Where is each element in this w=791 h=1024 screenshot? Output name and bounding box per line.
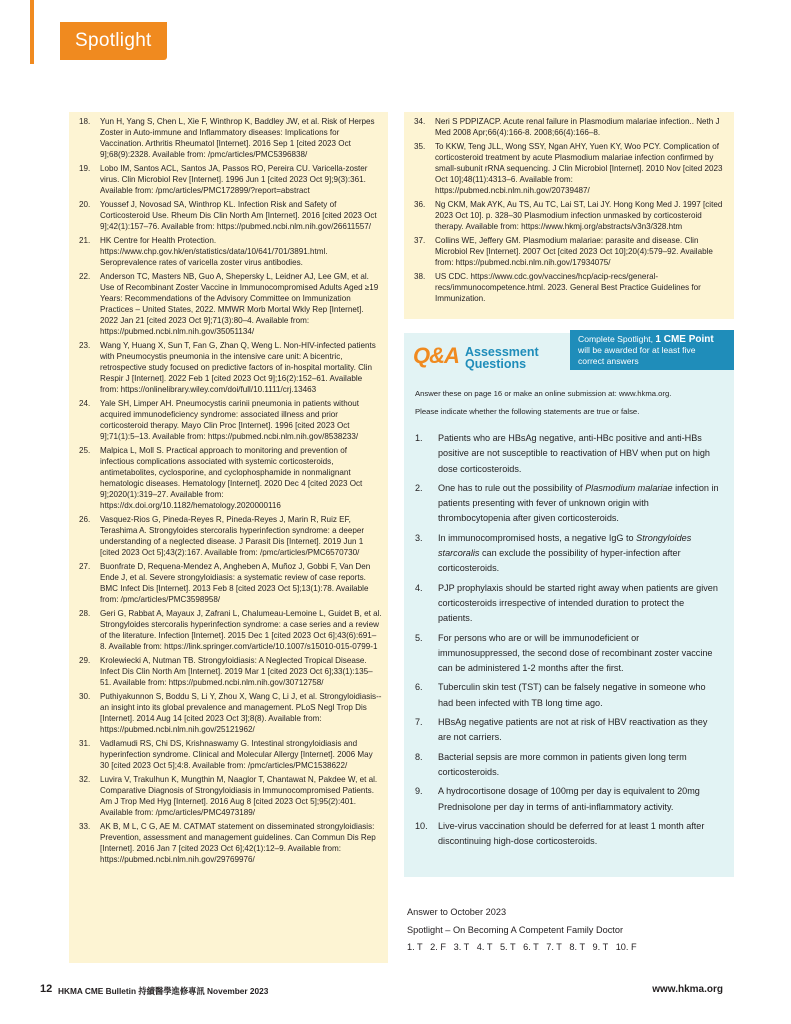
reference-item	[69, 656, 382, 689]
references-left-column	[69, 112, 388, 963]
reference-item	[69, 117, 382, 161]
reference-item	[69, 236, 382, 269]
question-item	[415, 431, 720, 477]
question-text: Bacterial sepsis are more common in patients given long term corticosteroids.	[438, 751, 687, 777]
question-text: Tuberculin skin test (TST) can be falsely negative in someone who had been infected with TB long time ago.	[438, 682, 706, 708]
reference-text: To KKW, Teng JLL, Wong SSY, Ngan AHY, Yuen KY, Woo PCY. Complication of corticosteroid treatment by acute Plasmodium malariae infection confirmed by small-subunit rRNA sequencing. J Clin Microbiol [Internet]. 2010 Nov [cited 2023 Oct 10];48(11):4313–6. Available from: https://pubmed.ncbi.nlm.nih.gov/20739487/	[435, 142, 723, 195]
reference-item	[69, 609, 382, 653]
reference-number: 22.	[79, 272, 91, 282]
reference-item	[69, 399, 382, 443]
reference-text: HK Centre for Health Protection. https://www.chp.gov.hk/en/statistics/data/10/641/701/3891.html. Seroprevalence rates of varicella zoster virus antibodies.	[100, 236, 328, 268]
reference-number: 21.	[79, 236, 91, 246]
reference-text: Buonfrate D, Requena-Mendez A, Angheben A, Muñoz J, Gobbi F, Van Den Ende J, et al. Severe strongyloidiasis: a systematic review of case reports. BMC Infect Dis [Internet]. 2013 Feb 8 [cited 2023 Oct 5];13(1):78. Available from: /pmc/articles/PMC3598958/	[100, 561, 371, 604]
reference-text: Lobo IM, Santos ACL, Santos JA, Passos RO, Pereira CU. Varicella-zoster virus. Clin Microbiol Rev [Internet]. 1996 Jun 1 [cited 2023 Oct 9];9(3):361. Available from: /pmc/articles/PMC172899/?report=abstract	[100, 164, 368, 195]
reference-number: 20.	[79, 200, 91, 210]
reference-item	[69, 446, 382, 511]
question-item	[415, 481, 720, 527]
cme-badge-line3: correct answers	[578, 356, 639, 366]
question-number: 5.	[415, 632, 423, 643]
reference-item	[404, 272, 729, 305]
reference-number: 37.	[414, 236, 426, 246]
publication-name: HKMA CME Bulletin 持續醫學進修專訊 November 2023	[58, 986, 269, 996]
question-text: Live-virus vaccination should be deferred for at least 1 month after discontinuing high-dose corticosteroids.	[438, 820, 705, 847]
question-item	[415, 819, 720, 850]
reference-text: Luvira V, Trakulhun K, Mungthin M, Naaglor T, Chantawat N, Pakdee W, et al. Comparative Diagnosis of Strongyloidiasis in Immunocompromised Patients. Am J Trop Med Hyg [Internet]. 2016 Aug 8 [cited 2023 Oct 5];95(2):401. Available from: /pmc/articles/PMC4973189/	[100, 775, 378, 817]
reference-number: 35.	[414, 142, 426, 152]
question-text: Patients who are HBsAg negative, anti-HBc positive and anti-HBs positive are not susceptible to reactivation of HBV when put on high dose corticosteroids.	[438, 433, 710, 474]
question-number: 4.	[415, 582, 423, 593]
question-number: 2.	[415, 482, 423, 493]
question-text: In immunocompromised hosts, a negative IgG to	[438, 532, 637, 543]
question-number: 10.	[415, 820, 428, 831]
question-text: A hydrocortisone dosage of 100mg per day is equivalent to 20mg Prednisolone per day in terms of anti-inflammatory activity.	[438, 786, 700, 812]
reference-number: 19.	[79, 164, 91, 174]
reference-number: 27.	[79, 561, 91, 571]
reference-item	[69, 272, 382, 337]
reference-text: Yun H, Yang S, Chen L, Xie F, Winthrop K, Baddley JW, et al. Risk of Herpes Zoster in Auto-immune and Inflammatory diseases: Implications for Vaccination. Arthritis Rheumatol [Internet]. 2016 Sep 1 [cited 2023 Oct 9];68(9):2328. Available from: /pmc/articles/PMC5396838/	[100, 117, 375, 159]
reference-list-right	[404, 117, 729, 308]
question-number: 7.	[415, 717, 423, 728]
reference-number: 31.	[79, 739, 91, 749]
question-item	[415, 680, 720, 711]
reference-number: 30.	[79, 692, 91, 702]
reference-item	[404, 200, 729, 233]
question-number: 6.	[415, 682, 423, 693]
reference-item	[404, 117, 729, 139]
reference-text: Malpica L, Moll S. Practical approach to monitoring and prevention of infectious complications associated with systemic corticosteroids, antimetabolites, cyclosporine, and cyclophosphamide in nonmalignant hematologic diseases. Hematology [Internet]. 2020 Dec 4 [cited 2023 Oct 9];2020(1):319–27. Available from: https://dx.doi.org/10.1182/hematology.2020000116	[100, 446, 363, 510]
reference-text: Anderson TC, Masters NB, Guo A, Shepersky L, Leidner AJ, Lee GM, et al. Use of Recombinant Zoster Vaccine in Immunocompromised Adults Aged ≥19 Years: Recommendations of the Advisory Committee on Immunization Practices – United States, 2022. MMWR Morb Mortal Wkly Rep [Internet]. 2022 Jan 21 [cited 2023 Oct 9];71(3):80–4. Available from: https://pubmed.ncbi.nlm.nih.gov/35051134/	[100, 272, 379, 336]
reference-item	[69, 739, 382, 772]
reference-text: Vasquez-Rios G, Pineda-Reyes R, Pineda-Reyes J, Marin R, Ruiz EF, Terashima A. Strongyloides stercoralis hyperinfection syndrome: a deeper understanding of a neglected disease. J Parasit Dis [Internet]. 2019 Jun 1 [cited 2023 Oct 5];43(2):167. Available from: /pmc/articles/PMC6570730/	[100, 514, 365, 557]
question-number: 1.	[415, 433, 423, 443]
reference-item	[69, 775, 382, 819]
reference-list-left	[69, 117, 382, 869]
question-text: HBsAg negative patients are not at risk of HBV reactivation as they are not carriers.	[438, 717, 708, 743]
question-text: infection in patients presenting with fever of unknown origin with thrombocytopenia after given corticosteroids.	[438, 482, 719, 524]
reference-number: 26.	[79, 514, 91, 524]
reference-text: Wang Y, Huang X, Sun T, Fan G, Zhan Q, Weng L. Non-HIV-infected patients with Pneumocystis pneumonia in the intensive care unit: A bicentric, retrospective study focused on predictive factors of in-hospital mortality. Clin Respir J [Internet]. 2022 Feb 1 [cited 2023 Oct 9];16(2):152–61. Available from: https://onlinelibrary.wiley.com/doi/full/10.1111/crj.13463	[100, 341, 376, 394]
page-number: 12	[40, 983, 53, 995]
qa-panel	[404, 333, 734, 877]
question-item	[415, 531, 720, 577]
qa-title-line2: Questions	[465, 357, 527, 371]
reference-number: 34.	[414, 117, 426, 126]
reference-item	[69, 341, 382, 396]
qa-instructions	[415, 385, 731, 421]
reference-number: 23.	[79, 341, 91, 351]
cme-badge-line2: will be awarded for at least five	[578, 345, 696, 355]
question-item	[415, 631, 720, 677]
website-link[interactable]: www.hkma.org	[652, 984, 723, 995]
question-text: One has to rule out the possibility of	[438, 482, 586, 493]
reference-item	[69, 164, 382, 197]
reference-item	[404, 236, 729, 269]
answers-list: 1. T 2. F 3. T 4. T 5. T 6. T 7. T 8. T 9. T 10. F	[407, 942, 637, 952]
cme-points: 1 CME Point	[655, 334, 714, 345]
question-list	[415, 431, 720, 853]
question-italic-term: Plasmodium malariae	[585, 482, 673, 493]
reference-text: Geri G, Rabbat A, Mayaux J, Zafrani L, Chalumeau-Lemoine L, Guidet B, et al. Strongyloides stercoralis hyperinfection syndrome: a case series and a review of the literature. Infection [Internet]. 2015 Dec 1 [cited 2023 Oct 6];43(6):691–8. Available from: https://link.springer.com/article/10.1007/s15010-015-0799-1	[100, 608, 382, 651]
reference-number: 24.	[79, 399, 91, 409]
reference-item	[69, 515, 382, 559]
question-italic-term: Strongyloides starcoralis	[438, 532, 692, 559]
question-item	[415, 784, 720, 815]
reference-text: Krolewiecki A, Nutman TB. Strongyloidiasis: A Neglected Tropical Disease. Infect Dis Clin North Am [Internet]. 2019 Mar 1 [cited 2023 Oct 6];33(1):135–51. Available from: https://pubmed.ncbi.nlm.nih.gov/30712758/	[100, 655, 373, 687]
reference-text: Vadlamudi RS, Chi DS, Krishnaswamy G. Intestinal strongyloidiasis and hyperinfection syndrome. Clinical and Molecular Allergy [Internet]. 2006 May 30 [cited 2023 Oct 5];4:8. Available from: /pmc/articles/PMC1538622/	[100, 739, 373, 770]
reference-item	[69, 822, 382, 866]
reference-text: US CDC. https://www.cdc.gov/vaccines/hcp/acip-recs/general-recs/immunocompetence.html. 2023. General Best Practice Guidelines for Immunization.	[435, 272, 701, 304]
question-number: 3.	[415, 532, 423, 543]
reference-item	[404, 142, 729, 197]
cme-badge-line1	[578, 334, 728, 345]
qa-title-line1: Assessment	[465, 345, 539, 359]
question-number: 8.	[415, 751, 423, 762]
qa-title	[465, 346, 539, 370]
reference-item	[69, 562, 382, 606]
header-accent-bar	[30, 0, 34, 64]
question-text: PJP prophylaxis should be started right away when patients are given corticosteroids irrespective of intended duration to protect the patients.	[438, 582, 718, 624]
reference-text: Neri S PDPIZACP. Acute renal failure in Plasmodium malariae infection.. Neth J Med 2008 Apr;66(4):166-8. 2008;66(4):166–8.	[435, 117, 720, 137]
reference-item	[69, 200, 382, 233]
reference-item	[69, 692, 382, 736]
page-footer	[30, 983, 730, 999]
qa-logo: Q&A	[413, 343, 459, 368]
reference-number: 33.	[79, 822, 91, 832]
section-tab: Spotlight	[60, 22, 167, 60]
cme-badge-text: Complete Spotlight,	[578, 334, 656, 344]
answers-heading: Answer to October 2023	[407, 907, 507, 917]
reference-text: Youssef J, Novosad SA, Winthrop KL. Infection Risk and Safety of Corticosteroid Use. Rheum Dis Clin North Am [Internet]. 2016 [cited 2023 Oct 9];42(1):157–76. Available from: https://pubmed.ncbi.nlm.nih.gov/26611557/	[100, 200, 377, 231]
references-right-column	[404, 112, 734, 319]
reference-number: 36.	[414, 200, 426, 210]
reference-number: 29.	[79, 655, 91, 665]
question-item	[415, 581, 720, 627]
question-text: For persons who are or will be immunodeficient or immunosuppressed, the second dose of recombinant zoster vaccine can be administered 1-2 months after the first.	[438, 632, 713, 674]
reference-number: 28.	[79, 608, 91, 618]
question-item	[415, 750, 720, 781]
question-number: 9.	[415, 786, 423, 797]
reference-text: Ng CKM, Mak AYK, Au TS, Au TC, Lai ST, Lai JY. Hong Kong Med J. 1997 [cited 2023 Oct 10]. p. 328–30 Plasmodium infection unmasked by corticosteroid therapy. Available from: https://www.hkmj.org/abstracts/v3n3/328.htm	[435, 200, 723, 231]
reference-number: 18.	[79, 117, 91, 126]
reference-text: Yale SH, Limper AH. Pneumocystis carinii pneumonia in patients without acquired immunodeficiency syndrome: associated illness and prior corticosteroid therapy. Mayo Clin Proc [Internet]. 1996 [cited 2023 Oct 9];71(1):5–13. Available from: https://pubmed.ncbi.nlm.nih.gov/8538233/	[100, 399, 359, 441]
question-item	[415, 715, 720, 746]
qa-intro-line2: Please indicate whether the following statements are true or false.	[415, 407, 640, 416]
reference-number: 25.	[79, 446, 91, 456]
reference-text: AK B, M L, C G, AE M. CATMAT statement on disseminated strongyloidiasis: Prevention, assessment and management guidelines. Can Commun Dis Rep [Internet]. 2016 Jan 7 [cited 2023 Oct 6];42(1):12–9. Available from: https://pubmed.ncbi.nlm.nih.gov/29769976/	[100, 822, 376, 864]
reference-text: Collins WE, Jeffery GM. Plasmodium malariae: parasite and disease. Clin Microbiol Rev [Internet]. 2007 Oct [cited 2023 Oct 10];20(4):579–92. Available from: https://pubmed.ncbi.nlm.nih.gov/17934075/	[435, 236, 713, 268]
answers-subtitle: Spotlight – On Becoming A Competent Family Doctor	[407, 924, 624, 935]
reference-text: Puthiyakunnon S, Boddu S, Li Y, Zhou X, Wang C, Li J, et al. Strongyloidiasis--an insight into its global prevalence and management. PLoS Negl Trop Dis [Internet]. 2014 Aug 14 [cited 2023 Oct 3];8(8). Available from: https://pubmed.ncbi.nlm.nih.gov/25121962/	[100, 692, 382, 734]
qa-intro-line1: Answer these on page 16 or make an online submission at: www.hkma.org.	[415, 389, 672, 398]
cme-badge	[570, 330, 734, 370]
reference-number: 38.	[414, 272, 426, 282]
reference-number: 32.	[79, 775, 91, 785]
question-text: can exclude the possibility of hyper-infection after corticosteroids.	[438, 548, 681, 574]
previous-answers	[407, 904, 727, 957]
